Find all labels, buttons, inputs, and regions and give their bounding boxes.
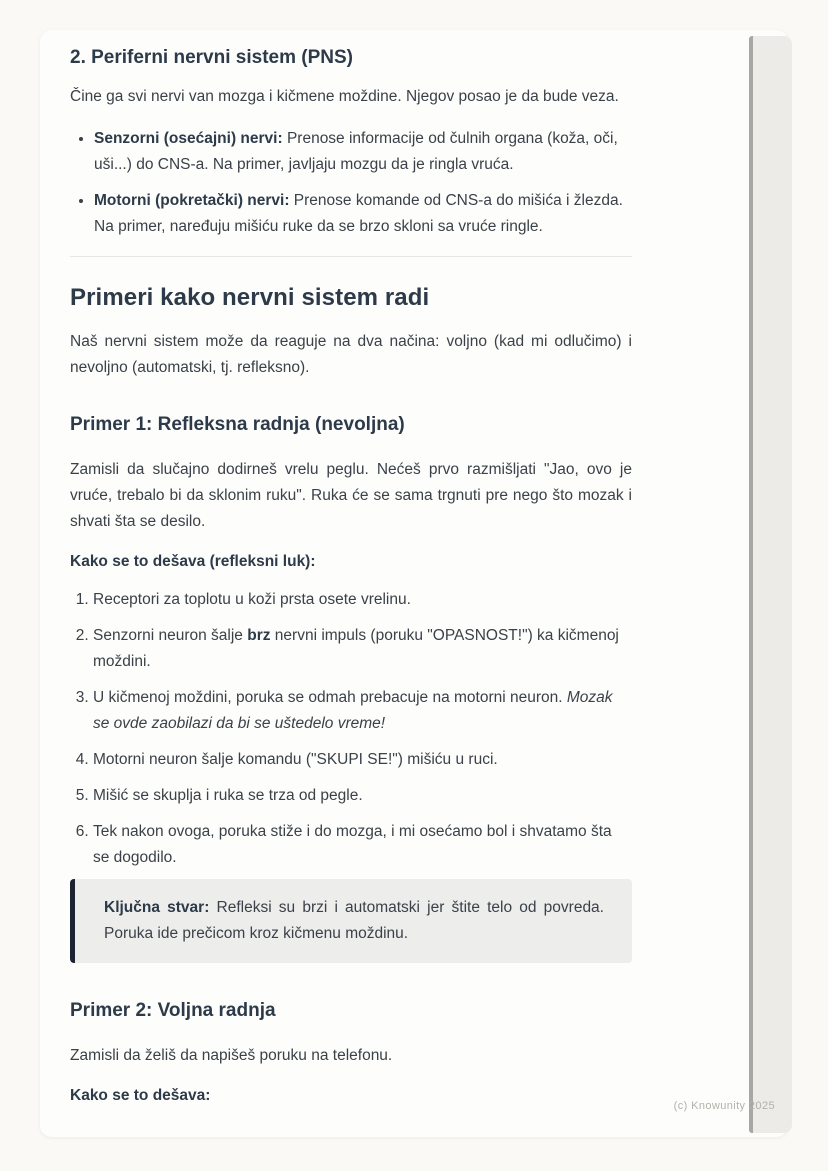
list-item-senzorni-nervi bbox=[94, 126, 632, 178]
key-point-callout bbox=[70, 879, 632, 963]
page-title: Primeri kako nervni sistem radi bbox=[70, 284, 430, 311]
right-page-edge-strip bbox=[749, 36, 792, 1133]
primer2-heading: Primer 2: Voljna radnja bbox=[70, 1000, 276, 1021]
primer2-steps-label: Kako se to dešava: bbox=[70, 1087, 211, 1104]
step-text: Mišić se skuplja i ruka se trza od pegle. bbox=[93, 787, 363, 804]
callout-paragraph bbox=[104, 895, 604, 947]
primer1-intro-paragraph: Zamisli da slučajno dodirneš vrelu peglu. Nećeš prvo razmišljati "Jao, ovo je vruće, trebalo bi da sklonim ruku". Ruka će se sama trgnuti pre nego što mozak i shvati šta se desilo. bbox=[70, 461, 632, 530]
step-text-bold: brz bbox=[247, 627, 271, 644]
list-item-text: Prenose informacije od čulnih organa (koža, oči, uši...) do CNS-a. Na primer, javljaju mozgu da je ringla vruća. bbox=[94, 130, 618, 173]
step-item-6 bbox=[93, 819, 632, 871]
primer1-steps-label: Kako se to dešava (refleksni luk): bbox=[70, 553, 316, 570]
list-item-text: Prenose komande od CNS-a do mišića i žlezda. Na primer, naređuju mišiću ruke da se brzo skloni sa vruće ringle. bbox=[94, 192, 623, 235]
step-text: Motorni neuron šalje komandu ("SKUPI SE!") mišiću u ruci. bbox=[93, 751, 498, 768]
list-item-lead: Senzorni (osećajni) nervi: bbox=[94, 130, 283, 147]
document-page bbox=[40, 30, 788, 1137]
pns-nerve-list bbox=[70, 126, 632, 240]
step-text: Receptori za toplotu u koži prsta osete vrelinu. bbox=[93, 591, 411, 608]
primer1-heading: Primer 1: Refleksna radnja (nevoljna) bbox=[70, 414, 405, 435]
step-text: Tek nakon ovoga, poruka stiže i do mozga, i mi osećamo bol i shvatamo šta se dogodilo. bbox=[93, 823, 612, 866]
section-heading-pns: 2. Periferni nervni sistem (PNS) bbox=[70, 47, 353, 68]
page-content bbox=[40, 30, 788, 1149]
step-text-italic: Mozak se ovde zaobilazi da bi se uštedelo vreme! bbox=[93, 689, 613, 732]
list-item-lead: Motorni (pokretački) nervi: bbox=[94, 192, 290, 209]
primeri-intro-paragraph: Naš nervni sistem može da reaguje na dva načina: voljno (kad mi odlučimo) i nevoljno (automatski, tj. refleksno). bbox=[70, 333, 632, 376]
step-item-4 bbox=[93, 747, 632, 773]
step-text: nervni impuls (poruku "OPASNOST!") ka kičmenoj moždini. bbox=[93, 627, 619, 670]
callout-text: Refleksi su brzi i automatski jer štite telo od povreda. Poruka ide prečicom kroz kičmenu moždinu. bbox=[104, 899, 604, 942]
step-item-2 bbox=[93, 623, 632, 675]
primer2-intro-paragraph: Zamisli da želiš da napišeš poruku na telefonu. bbox=[70, 1047, 393, 1064]
step-text: Senzorni neuron šalje bbox=[93, 627, 248, 644]
list-item-motorni-nervi bbox=[94, 188, 632, 240]
step-text: U kičmenoj moždini, poruka se odmah prebacuje na motorni neuron. bbox=[93, 689, 567, 706]
step-item-1 bbox=[93, 587, 632, 613]
step-item-3 bbox=[93, 685, 632, 737]
section-divider bbox=[70, 256, 632, 257]
reflex-arc-steps-list bbox=[70, 587, 632, 871]
pns-intro-paragraph: Čine ga svi nervi van mozga i kičmene moždine. Njegov posao je da bude veza. bbox=[70, 88, 619, 105]
step-item-5 bbox=[93, 783, 632, 809]
callout-lead: Ključna stvar: bbox=[104, 899, 210, 916]
copyright-note: (c) Knowunity 2025 bbox=[673, 1100, 775, 1112]
